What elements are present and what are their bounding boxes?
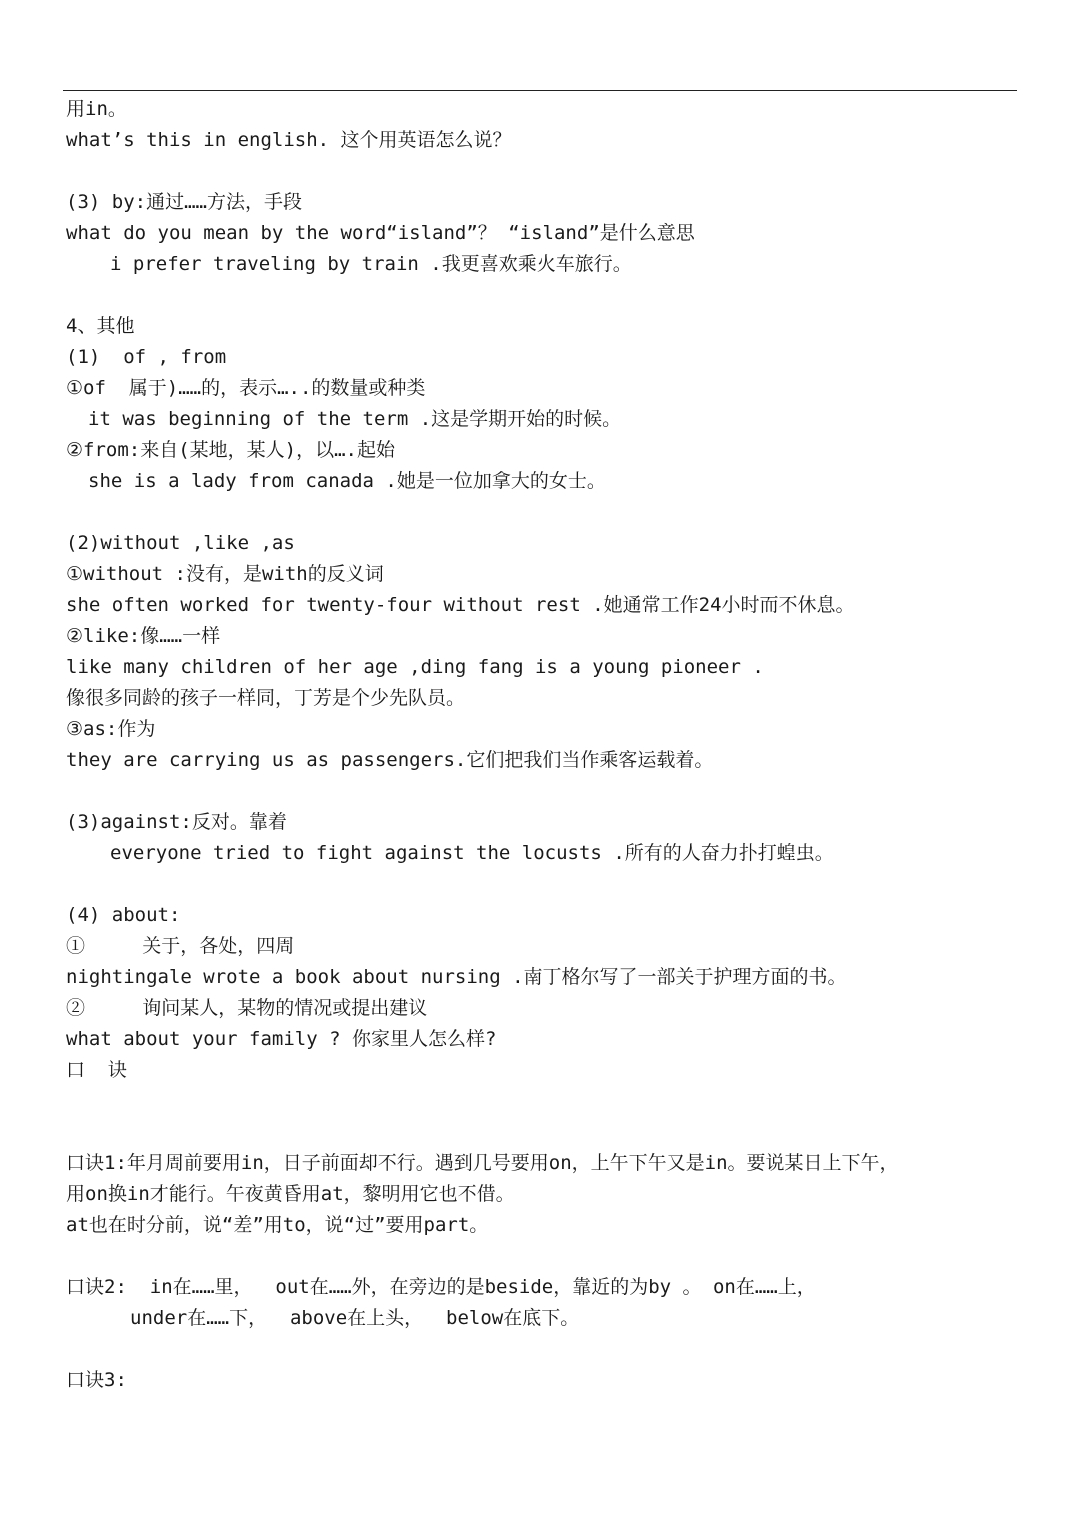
mnemonic-line: at也在时分前，说“差”用to，说“过”要用part。: [66, 1214, 489, 1236]
text-line: ②like:像……一样: [66, 625, 221, 647]
translation-line: 像很多同龄的孩子一样同，丁芳是个少先队员。: [66, 687, 466, 709]
mnemonic-line: 口诀2: in在……里， out在……外，在旁边的是beside，靠近的为by 。 on在……上，: [66, 1276, 816, 1298]
blank-line: [66, 1334, 1016, 1365]
blank-line: [66, 776, 1016, 807]
text-line: what’s this in english. 这个用英语怎么说？: [66, 129, 512, 151]
example-sentence: everyone tried to fight against the locusts .所有的人奋力扑打蝗虫。: [110, 842, 834, 864]
text-line: ① 关于，各处，四周: [66, 935, 295, 957]
blank-line: [66, 1086, 1016, 1148]
example-sentence: she is a lady from canada .她是一位加拿大的女士。: [88, 470, 606, 492]
blank-line: [66, 156, 1016, 187]
mnemonic-line: 用on换in才能行。午夜黄昏用at，黎明用它也不借。: [66, 1183, 515, 1205]
mnemonic-line: 口诀1:年月周前要用in，日子前面却不行。遇到几号要用on，上午下午又是in。要说某日上下午，: [66, 1152, 899, 1174]
mnemonic-line: 口诀3:: [66, 1369, 127, 1391]
text-line: ①of 属于)……的，表示…..的数量或种类: [66, 377, 426, 399]
blank-line: [66, 280, 1016, 311]
example-sentence: nightingale wrote a book about nursing .南丁格尔写了一部关于护理方面的书。: [66, 966, 847, 988]
text-line: ①without :没有，是with的反义词: [66, 563, 384, 585]
subsection-heading: (1) of , from: [66, 346, 227, 368]
blank-line: [66, 869, 1016, 900]
example-sentence: they are carrying us as passengers.它们把我们当作乘客运载着。: [66, 749, 714, 771]
example-sentence: she often worked for twenty-four without rest .她通常工作24小时而不休息。: [66, 594, 855, 616]
subsection-heading: (4) about:: [66, 904, 181, 926]
example-sentence: it was beginning of the term .这是学期开始的时候。: [88, 408, 622, 430]
subsection-heading: (2)without ,like ,as: [66, 532, 295, 554]
blank-line: [66, 497, 1016, 528]
document-body: [66, 94, 1016, 1396]
section-heading: 口 诀: [66, 1059, 127, 1081]
section-heading: 4、其他: [66, 315, 135, 337]
text-line: 用in。: [66, 98, 127, 120]
example-sentence: what about your family ? 你家里人怎么样?: [66, 1028, 497, 1050]
text-line: ②from:来自(某地，某人)，以….起始: [66, 439, 395, 461]
example-sentence: like many children of her age ,ding fang is a young pioneer .: [66, 656, 764, 678]
section-heading: (3) by:通过……方法，手段: [66, 191, 302, 213]
text-line: ② 询问某人，某物的情况或提出建议: [66, 997, 428, 1019]
header-rule: [63, 90, 1017, 91]
mnemonic-line: under在……下， above在上头， below在底下。: [130, 1307, 580, 1329]
example-sentence: i prefer traveling by train .我更喜欢乘火车旅行。: [110, 253, 632, 275]
blank-line: [66, 1241, 1016, 1272]
text-line: what do you mean by the word“island”？ “island”是什么意思: [66, 222, 695, 244]
text-line: ③as:作为: [66, 718, 156, 740]
subsection-heading: (3)against:反对。靠着: [66, 811, 287, 833]
